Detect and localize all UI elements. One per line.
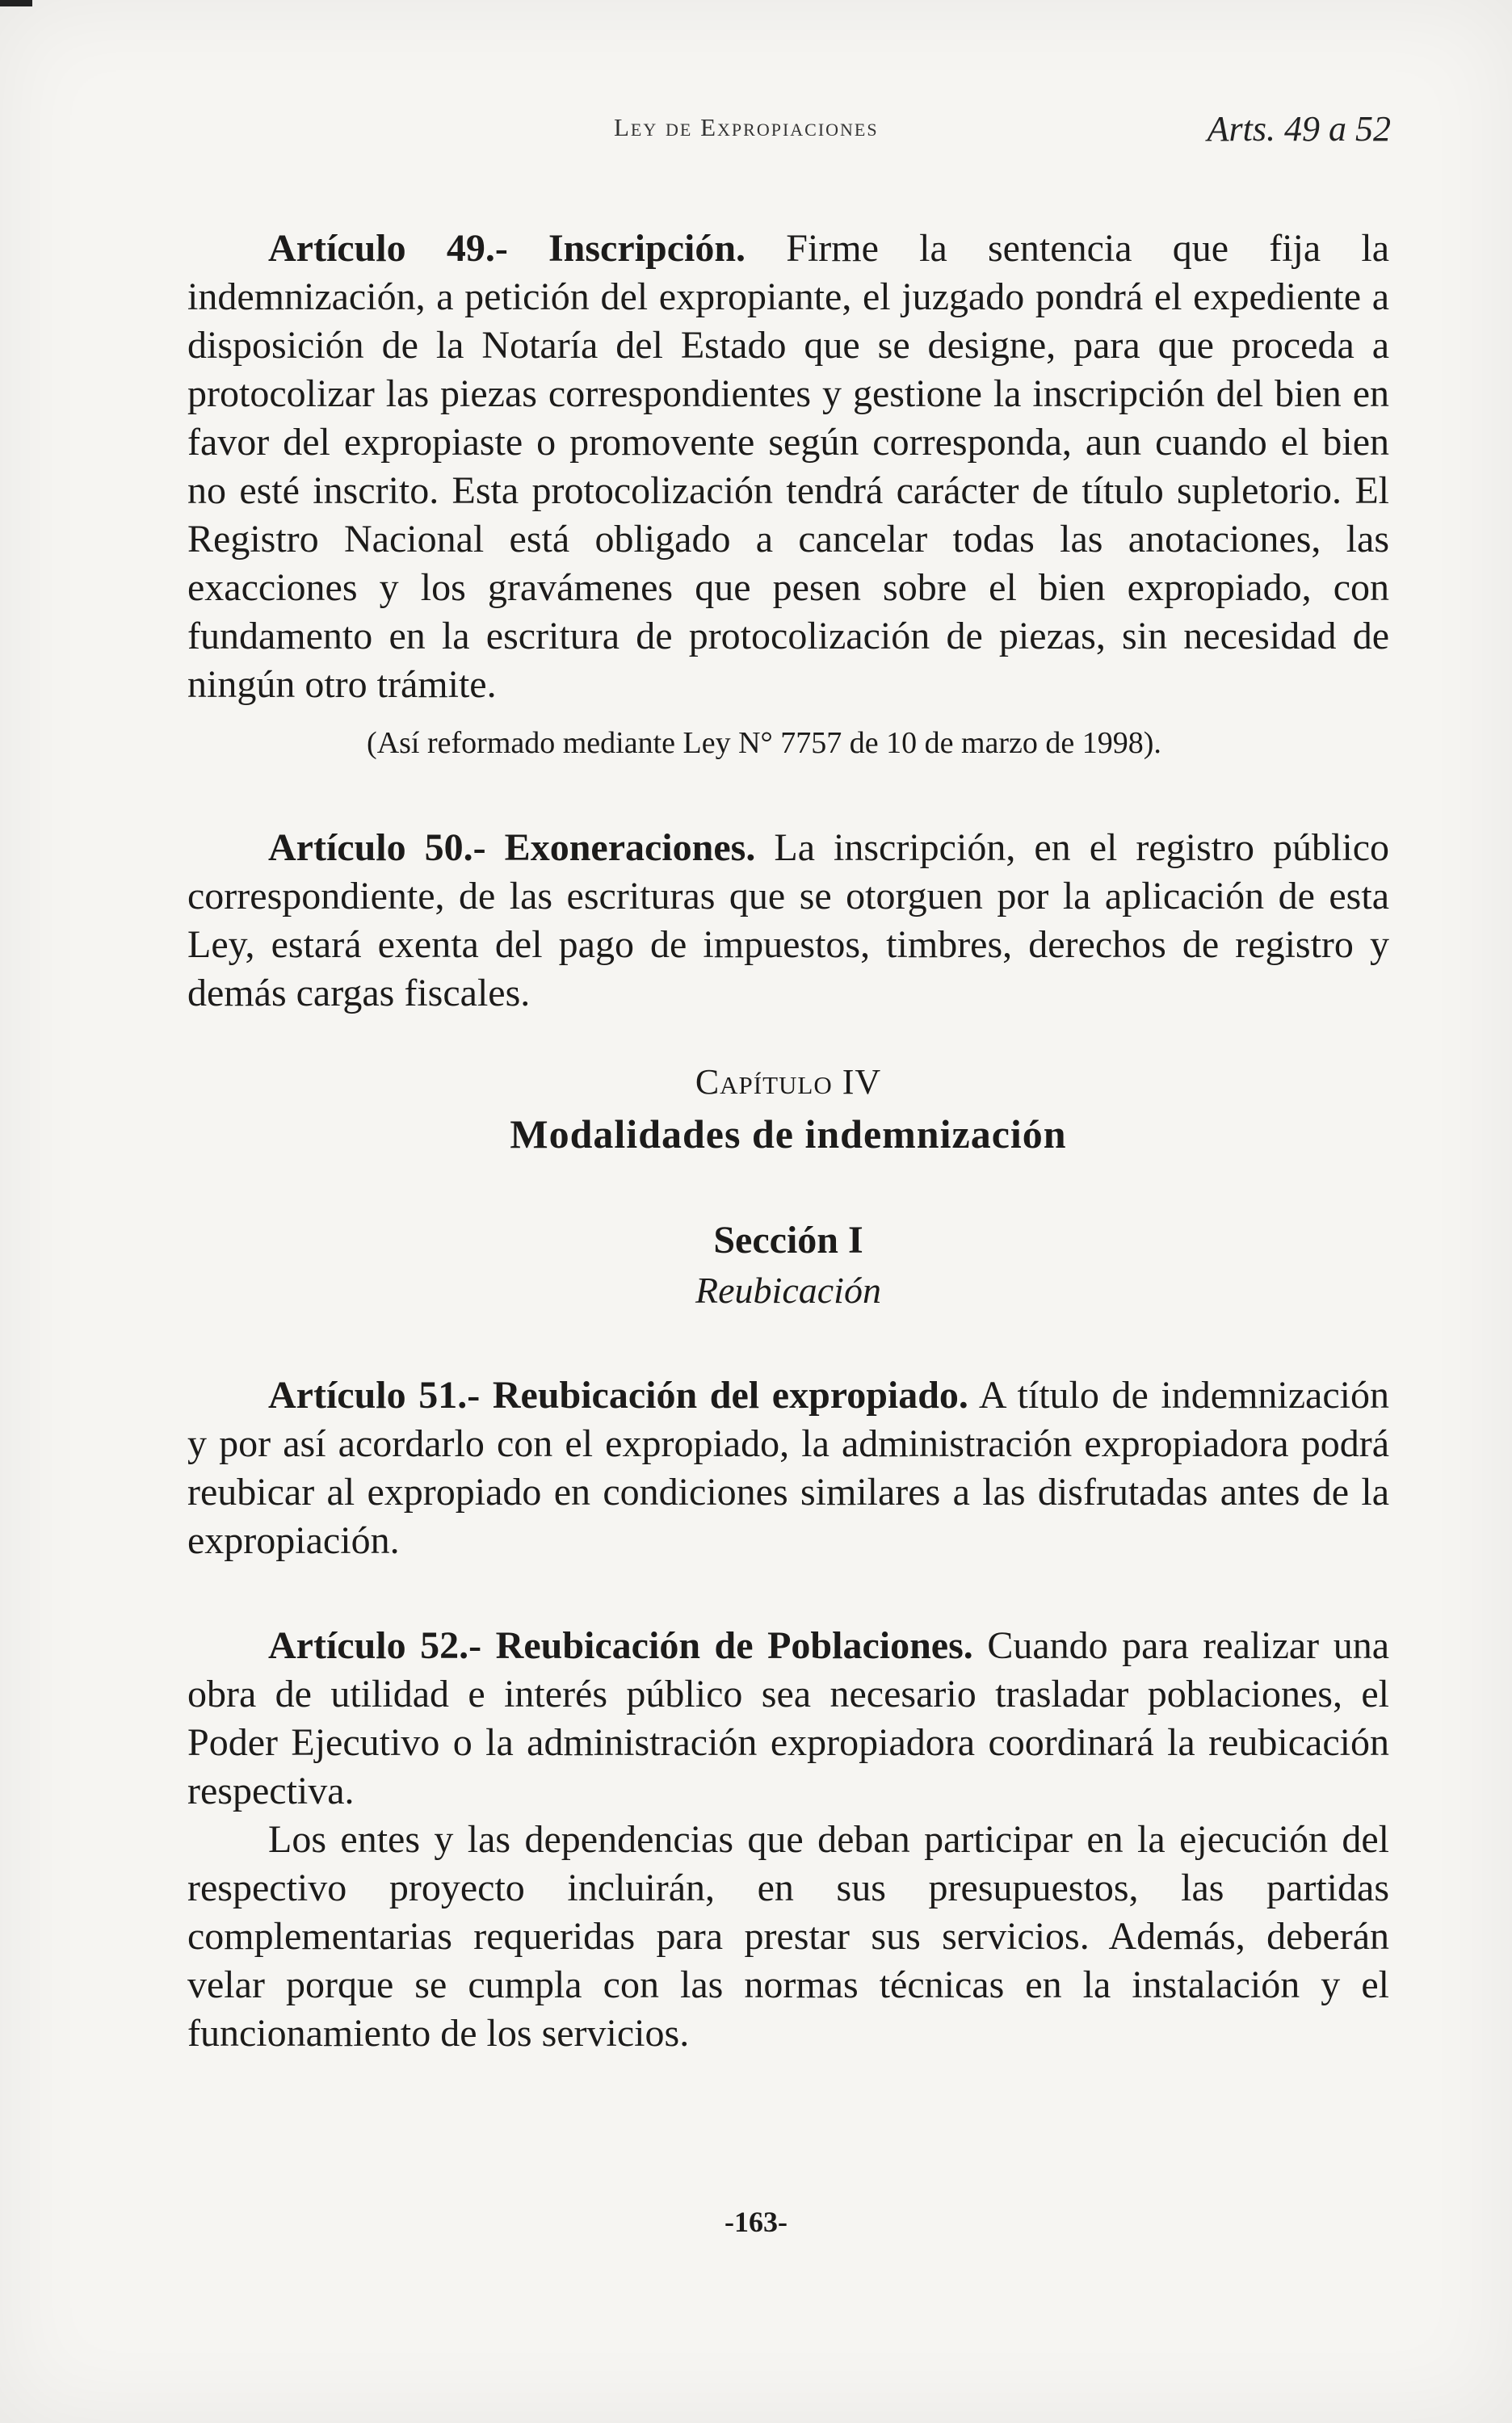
article-49-text: Firme la sentencia que fija la indemnización, a petición del expropiante, el juzgado pondrá el expediente a disposición de la Notaría del Estado que se designe, para que proceda a protocolizar las piezas correspondientes y gestione la inscripción del bien en favor del expropiaste o promovente según corresponda, aun cuando el bien no esté inscrito. Esta protocolización tendrá carácter de título supletorio. El Registro Nacional está obligado a cancelar todas las anotaciones, las exacciones y los gravámenes que pesen sobre el bien expropiado, con fundamento en la escritura de protocolización de piezas, sin necesidad de ningún otro trámite. [187,227,1390,706]
articles-range: Arts. 49 a 52 [1207,109,1391,149]
section-title: Reubicación [695,1270,881,1311]
article-49-heading: Artículo 49.- Inscripción. [268,227,746,270]
reform-note: (Así reformado mediante Ley N° 7757 de 10 de marzo de 1998). [367,726,1161,760]
page-body [187,225,1389,2058]
article-49 [187,225,1389,709]
chapter-title: Modalidades de indemnización [510,1111,1067,1157]
article-51-text: A título de indemnización y por así acordarlo con el expropiado, la administración expropiadora podrá reubicar al expropiado en condiciones similares a las disfrutadas antes de la expropiación. [187,1374,1389,1562]
article-50-text: La inscripción, en el registro público correspondiente, de las escrituras que se otorguen por la aplicación de esta Ley, estará exenta del pago de impuestos, timbres, derechos de registro y demás cargas fiscales. [187,826,1390,1014]
article-50-heading: Artículo 50.- Exoneraciones. [268,826,756,869]
section-label: Sección I [713,1219,863,1262]
running-title: Ley de Expropiaciones [614,113,879,141]
article-51-heading: Artículo 51.- Reubicación del expropiado. [268,1374,968,1417]
article-52-paragraph-2: Los entes y las dependencias que deban participar en la ejecución del respectivo proyecto incluirán, en sus presupuestos, las partidas complementarias requeridas para prestar sus servicios. Además, deberán velar porque se cumpla con las normas técnicas en la instalación y el funcionamiento de los servicios. [187,1818,1389,2055]
article-52-heading: Artículo 52.- Reubicación de Poblaciones. [268,1624,973,1667]
running-header [0,109,1512,162]
article-52-text: Cuando para realizar una obra de utilidad e interés público sea necesario trasladar poblaciones, el Poder Ejecutivo o la administración expropiadora coordinará la reubicación respectiva. [187,1624,1390,1812]
page-number: -163- [724,2206,788,2238]
scan-corner-mark [0,0,32,6]
article-51 [187,1371,1389,1565]
article-50 [187,824,1389,1018]
chapter-label: Capítulo IV [695,1062,882,1102]
article-52 [187,1622,1389,1816]
